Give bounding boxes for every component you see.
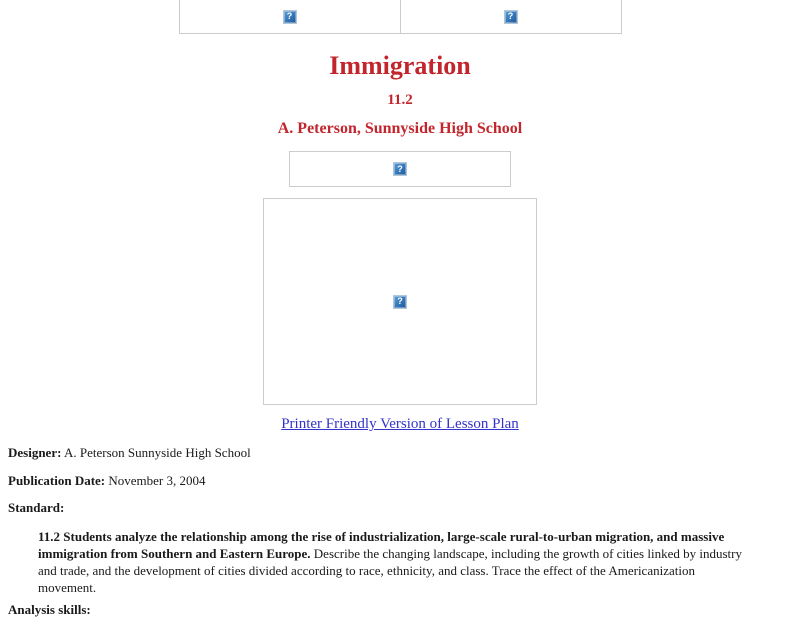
standard-description-normal: Describe the changing landscape, including the growth of cities linked by industry and trade, and the development of cities divided according to race, ethnicity, and class. Trace the effect of the Americanization movement.: [38, 546, 742, 595]
broken-image-placeholder: [179, 0, 401, 34]
analysis-skills-label: Analysis skills:: [8, 602, 91, 617]
broken-image-icon: [504, 10, 518, 24]
author-heading: A. Peterson, Sunnyside High School: [277, 120, 523, 137]
broken-image-placeholder: [289, 151, 511, 187]
publication-date-label: Publication Date:: [8, 473, 106, 488]
header-image-row: [0, 0, 800, 34]
question-mark-glyph: ?: [397, 163, 403, 174]
designer-value: A. Peterson Sunnyside High School: [63, 445, 251, 460]
question-mark-glyph: ?: [507, 11, 514, 21]
broken-image-placeholder: [263, 198, 537, 405]
standard-label: Standard:: [8, 500, 65, 515]
broken-image-placeholder: [400, 0, 622, 34]
standard-line: [8, 501, 800, 515]
page-title: Immigration: [329, 51, 471, 80]
standard-description: [38, 528, 745, 596]
printer-friendly-row: [0, 417, 800, 432]
publication-date-value: November 3, 2004: [108, 473, 206, 488]
designer-label: Designer:: [8, 445, 62, 460]
broken-image-icon: [393, 162, 407, 176]
designer-line: [8, 446, 800, 460]
standard-number-heading: 11.2: [387, 92, 413, 108]
question-mark-glyph: ?: [286, 11, 293, 21]
printer-friendly-link[interactable]: Printer Friendly Version of Lesson Plan: [281, 416, 519, 432]
broken-image-icon: [283, 10, 297, 24]
question-mark-glyph: ?: [397, 296, 403, 306]
standard-description-bold: 11.2 Students analyze the relationship among the rise of industrialization, large-scale rural-to-urban migration, and massive immigration from Southern and Eastern Europe.: [38, 529, 725, 561]
broken-image-icon: [393, 295, 407, 309]
publication-date-line: [8, 474, 800, 488]
